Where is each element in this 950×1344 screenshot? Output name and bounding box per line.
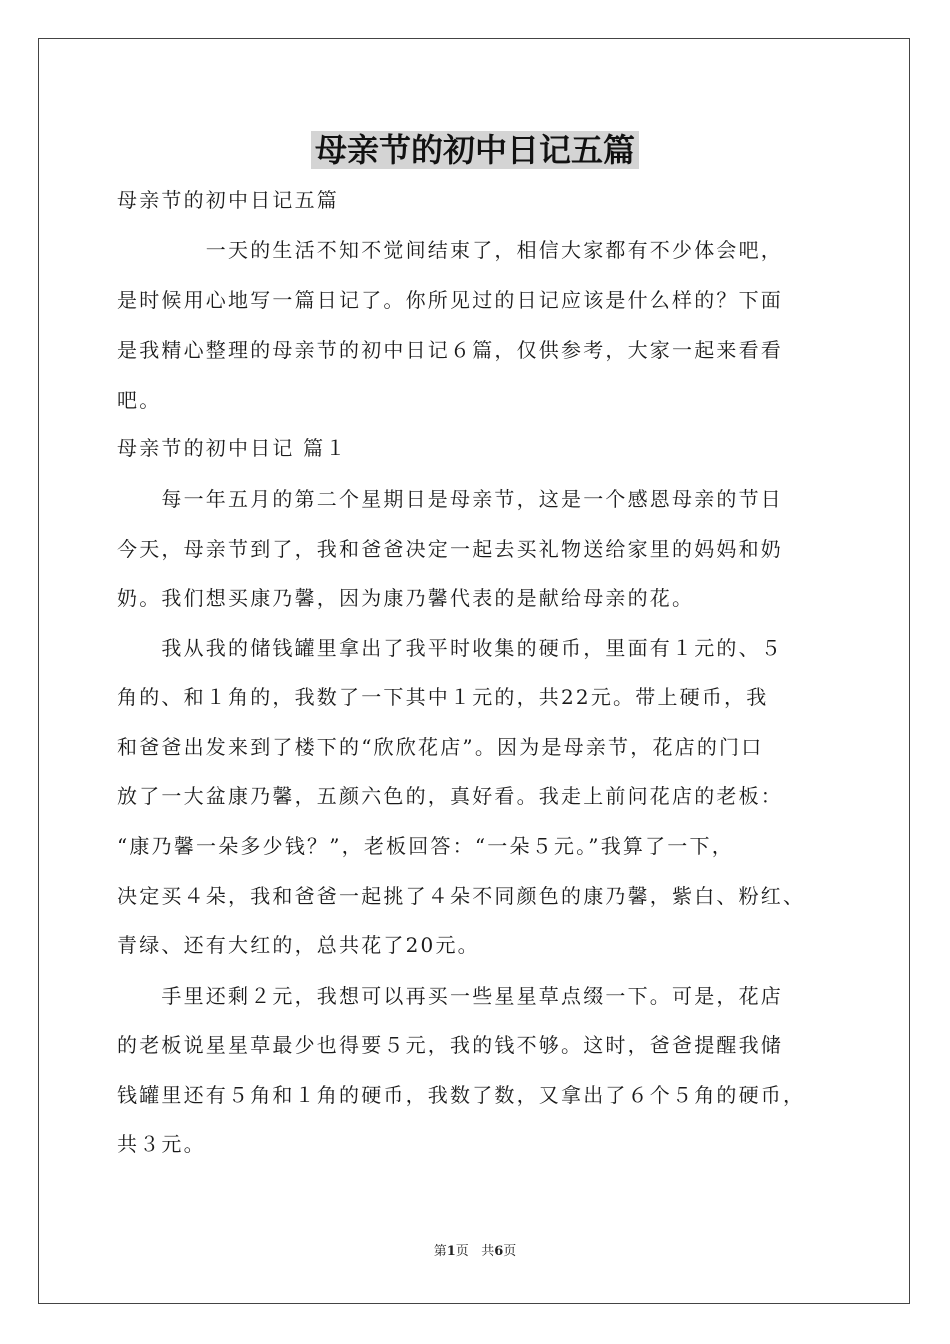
total-pages: 6 [494, 1244, 504, 1259]
text-line: 一天的生活不知不觉间结束了，相信大家都有不少体会吧， [117, 238, 783, 262]
text-line: 决定买４朵，我和爸爸一起挑了４朵不同颜色的康乃馨，紫白、粉红、 [117, 884, 806, 908]
page-label-suffix: 页 [455, 1244, 469, 1259]
text-line: 青绿、还有大红的，总共花了20元。 [117, 933, 480, 957]
text-line: 吧。 [117, 388, 162, 412]
text-line: 角的、和１角的，我数了一下其中１元的，共22元。带上硬币，我 [117, 685, 769, 709]
text-line: 共３元。 [117, 1132, 206, 1156]
subtitle-line: 母亲节的初中日记五篇 [117, 188, 339, 212]
page-footer [0, 1243, 950, 1261]
text-line: 每一年五月的第二个星期日是母亲节，这是一个感恩母亲的节日 [117, 487, 783, 511]
page-number: 1 [446, 1244, 456, 1259]
section-heading: 母亲节的初中日记 篇１ [117, 436, 348, 460]
text-line: 奶。我们想买康乃馨，因为康乃馨代表的是献给母亲的花。 [117, 586, 695, 610]
text-line: 和爸爸出发来到了楼下的“欣欣花店”。因为是母亲节，花店的门口 [117, 735, 764, 759]
text-line: 是我精心整理的母亲节的初中日记６篇，仅供参考，大家一起来看看 [117, 338, 783, 362]
total-label-prefix: 共 [481, 1244, 495, 1259]
text-line: 钱罐里还有５角和１角的硬币，我数了数，又拿出了６个５角的硬币， [117, 1083, 806, 1107]
page-border [38, 38, 910, 1304]
text-line: 今天，母亲节到了，我和爸爸决定一起去买礼物送给家里的妈妈和奶 [117, 537, 783, 561]
document-title [0, 124, 950, 182]
text-line: 放了一大盆康乃馨，五颜六色的，真好看。我走上前问花店的老板： [117, 784, 783, 808]
text-line: “康乃馨一朵多少钱？”，老板回答：“一朵５元。”我算了一下， [117, 834, 734, 858]
page-label-prefix: 第 [433, 1244, 447, 1259]
total-label-suffix: 页 [503, 1244, 517, 1259]
text-line: 手里还剩２元，我想可以再买一些星星草点缀一下。可是，花店 [117, 984, 783, 1008]
text-line: 的老板说星星草最少也得要５元，我的钱不够。这时，爸爸提醒我储 [117, 1033, 783, 1057]
document-title-text: 母亲节的初中日记五篇 [311, 131, 639, 169]
text-line: 我从我的储钱罐里拿出了我平时收集的硬币，里面有１元的、５ [117, 636, 783, 660]
text-line: 是时候用心地写一篇日记了。你所见过的日记应该是什么样的？下面 [117, 288, 783, 312]
